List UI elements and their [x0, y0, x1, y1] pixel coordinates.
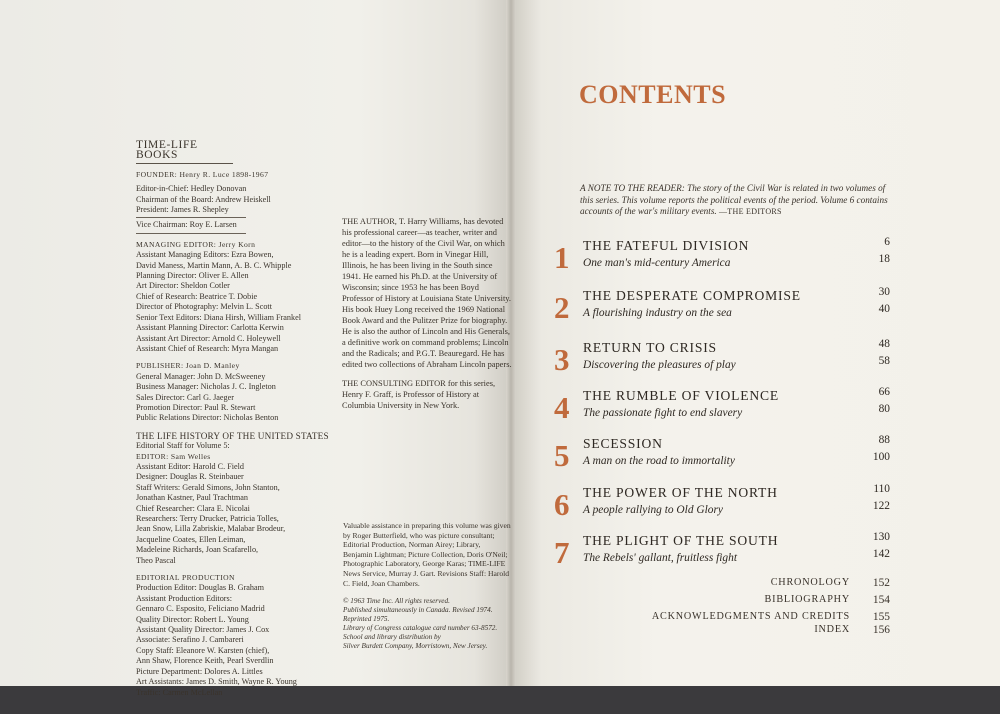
- staff-line: Art Director: Sheldon Cotler: [136, 281, 230, 291]
- chapter-entry: [554, 531, 890, 579]
- chapter-title: THE POWER OF THE NORTH: [583, 485, 778, 500]
- copyright-line: © 1963 Time Inc. All rights reserved.: [343, 597, 450, 605]
- chapter-title: THE RUMBLE OF VIOLENCE: [583, 388, 779, 403]
- chapter-number: 7: [554, 535, 570, 570]
- back-matter-label: ACKNOWLEDGMENTS AND CREDITS: [651, 611, 850, 622]
- author-notes: [342, 216, 512, 419]
- back-matter-label: INDEX: [814, 624, 850, 635]
- chapter-entry: [554, 483, 890, 531]
- founder-line: FOUNDER: Henry R. Luce 1898-1967: [136, 169, 269, 179]
- copyright-line: Published simultaneously in Canada. Revised 1974.: [343, 606, 493, 615]
- staff-line: MANAGING EDITOR: Jerry Korn: [136, 239, 256, 249]
- staff-line: Assistant Planning Director: Carlotta Kerwin: [136, 323, 284, 333]
- staff-line: Planning Director: Oliver E. Allen: [136, 271, 249, 281]
- chapter-entry: [554, 434, 890, 482]
- back-matter-page: 152: [872, 577, 890, 589]
- staff-line: Assistant Managing Editors: Ezra Bowen,: [136, 250, 274, 260]
- series-title: THE LIFE HISTORY OF THE UNITED STATES: [136, 430, 329, 441]
- chapter-page: 66: [878, 386, 890, 398]
- note-to-reader: [580, 183, 892, 218]
- chapter-entry: [554, 338, 890, 386]
- chapter-subtitle: A man on the road to immortality: [583, 455, 735, 467]
- divider: [136, 233, 246, 234]
- staff-line: Designer: Douglas R. Steinbauer: [136, 472, 244, 482]
- chapter-page: 110: [873, 483, 890, 495]
- back-matter-entry: [610, 594, 890, 610]
- chapter-subtitle: The passionate fight to end slavery: [583, 407, 743, 419]
- chapter-title: RETURN TO CRISIS: [583, 340, 717, 355]
- chapter-page: 88: [878, 434, 890, 446]
- staff-line: Chairman of the Board: Andrew Heiskell: [136, 194, 271, 204]
- back-matter-label: BIBLIOGRAPHY: [764, 594, 850, 605]
- staff-line: Business Manager: Nicholas J. C. Ingleton: [136, 382, 276, 392]
- staff-line: Associate: Serafino J. Cambareri: [136, 635, 244, 645]
- staff-line: Vice Chairman: Roy E. Larsen: [136, 220, 237, 230]
- staff-line: Jacqueline Coates, Ellen Leiman,: [136, 534, 246, 544]
- chapter-subtitle: A people rallying to Old Glory: [583, 504, 723, 516]
- copyright-line: School and library distribution by: [343, 633, 441, 642]
- chapter-number: 4: [554, 390, 570, 425]
- chapter-number: 6: [554, 487, 570, 522]
- staff-line: Assistant Quality Director: James J. Cox: [136, 625, 270, 635]
- consulting-editor-note: THE CONSULTING EDITOR for this series, Henry F. Graff, is Professor of History at Columbia University in New York.: [342, 379, 496, 410]
- copyright-block: [343, 597, 511, 652]
- chapter-subtitle: One man's mid-century America: [583, 257, 731, 269]
- chapter-number: 3: [554, 342, 570, 377]
- staff-line: Jonathan Kastner, Paul Trachtman: [136, 493, 249, 503]
- copyright-line: Library of Congress catalogue card number 63-8572.: [343, 624, 498, 633]
- chapter-title: THE PLIGHT OF THE SOUTH: [583, 533, 779, 548]
- staff-line: Production Editor: Douglas B. Graham: [136, 583, 265, 593]
- staff-line: Ann Shaw, Florence Keith, Pearl Sverdlin: [136, 656, 274, 666]
- staff-line: EDITOR: Sam Welles: [136, 451, 211, 461]
- staff-line: Picture Department: Dolores A. Littles: [136, 666, 263, 676]
- staff-line: Assistant Production Editors:: [136, 593, 232, 603]
- back-matter-page: 155: [872, 611, 890, 623]
- staff-line: Editorial Staff for Volume 5:: [136, 441, 230, 451]
- back-matter-page: 154: [872, 594, 890, 606]
- chapter-subtitle: A flourishing industry on the sea: [583, 307, 732, 319]
- staff-line: Senior Text Editors: Diana Hirsh, William Frankel: [136, 312, 302, 322]
- chapter-page: 6: [884, 236, 890, 248]
- contents-title: CONTENTS: [579, 80, 727, 109]
- staff-line: Madeleine Richards, Joan Scafarello,: [136, 545, 259, 555]
- staff-line: Editor-in-Chief: Hedley Donovan: [136, 184, 247, 194]
- chapter-entry: [554, 236, 890, 284]
- staff-line: Chief Researcher: Clara E. Nicolai: [136, 503, 250, 513]
- staff-line: Assistant Chief of Research: Myra Mangan: [136, 343, 279, 353]
- production-title: EDITORIAL PRODUCTION: [136, 573, 235, 583]
- chapter-title: SECESSION: [583, 436, 663, 451]
- staff-line: Promotion Director: Paul R. Stewart: [136, 402, 256, 412]
- author-bio: THE AUTHOR, T. Harry Williams, has devoted his professional career—as teacher, writer and editor—to the history of the Civil War, on which he is a leading expert. Born in Vinegar Hill, Illinois, he has been living in the South since 1941. He earned his Ph.D. at the University of Wisconsin; since 1953 he has been Boyd Professor of History at Louisiana State University. His book Huey Long received the 1969 National Book Award and the Pulitzer Prize for biography. He is also the author of Lincoln and His Generals, a definitive work on command problems; Lincoln and the Radicals; and P.G.T. Beauregard. He has edited two collections of Abraham Lincoln papers.: [342, 217, 512, 369]
- staff-line: PUBLISHER: Joan D. Manley: [136, 361, 240, 371]
- copyright-line: Reprinted 1975.: [343, 615, 390, 624]
- chapter-page: 48: [878, 338, 890, 350]
- chapter-subtitle: Discovering the pleasures of play: [583, 359, 736, 371]
- picture-essay-page: 122: [872, 500, 890, 512]
- staff-line: Quality Director: Robert L. Young: [136, 614, 249, 624]
- back-matter-page: 156: [872, 624, 890, 636]
- staff-line: General Manager: John D. McSweeney: [136, 371, 266, 381]
- picture-essay-page: 40: [878, 303, 890, 315]
- chapter-entry: [554, 286, 890, 334]
- picture-essay-page: 80: [878, 403, 890, 415]
- chapter-number: 2: [554, 290, 570, 325]
- back-matter-entry: [610, 624, 890, 640]
- chapter-entry: [554, 386, 890, 434]
- staff-line: Art Assistants: James D. Smith, Wayne R. Young: [136, 677, 297, 687]
- staff-line: Sales Director: Carl G. Jaeger: [136, 392, 234, 402]
- staff-line: Director of Photography: Melvin L. Scott: [136, 302, 272, 312]
- staff-line: Assistant Art Director: Arnold C. Holeywell: [136, 333, 281, 343]
- chapter-page: 130: [872, 531, 890, 543]
- picture-essay-page: 100: [872, 451, 890, 463]
- staff-line: Public Relations Director: Nicholas Benton: [136, 413, 279, 423]
- back-matter-label: CHRONOLOGY: [770, 577, 850, 588]
- staff-line: Assistant Editor: Harold C. Field: [136, 461, 245, 471]
- publisher-brand: TIME-LIFE BOOKS: [136, 140, 233, 164]
- chapter-number: 1: [554, 240, 570, 275]
- note-signature: —THE EDITORS: [719, 207, 782, 217]
- staff-line: Gennaro C. Esposito, Feliciano Madrid: [136, 604, 265, 614]
- note-text: A NOTE TO THE READER: The story of the Civil War is related in two volumes of this series. This volume reports the political events of the period. Volume 6 contains accounts of the war's military events.: [580, 183, 888, 217]
- copyright-line: Silver Burdett Company, Morristown, New Jersey.: [343, 642, 488, 651]
- chapter-title: THE DESPERATE COMPROMISE: [583, 288, 801, 303]
- masthead: [136, 140, 341, 698]
- staff-line: President: James R. Shepley: [136, 205, 229, 215]
- staff-line: David Maness, Martin Mann, A. B. C. Whipple: [136, 260, 292, 270]
- staff-line: Chief of Research: Beatrice T. Dobie: [136, 291, 258, 301]
- staff-line: Staff Writers: Gerald Simons, John Stanton,: [136, 482, 280, 492]
- chapter-subtitle: The Rebels' gallant, fruitless fight: [583, 552, 737, 564]
- staff-line: Researchers: Terry Drucker, Patricia Tolles,: [136, 514, 279, 523]
- picture-essay-page: 18: [878, 253, 890, 265]
- acknowledgment-note: Valuable assistance in preparing this volume was given by Roger Butterfield, who was picture consultant; Editorial Production, Norman Airey; Library, Benjamin Lightman; Picture Collection, Doris O'Neil; Photographic Laboratory, George Karas; TIME-LIFE News Service, Murray J. Gart. Revisions Staff: Harold C. Field, Joan Chambers.: [343, 521, 511, 588]
- divider: [136, 217, 246, 218]
- staff-line: Theo Pascal: [136, 555, 176, 565]
- chapter-page: 30: [878, 286, 890, 298]
- staff-line: Jean Snow, Lilla Zabriskie, Malabar Brodeur,: [136, 524, 286, 534]
- picture-essay-page: 142: [872, 548, 890, 560]
- back-matter-entry: [610, 577, 890, 593]
- picture-essay-page: 58: [878, 355, 890, 367]
- staff-line: Traffic: Carmen McLellan: [136, 687, 223, 697]
- chapter-title: THE FATEFUL DIVISION: [583, 238, 750, 253]
- staff-line: Copy Staff: Eleanore W. Karsten (chief),: [136, 645, 270, 655]
- chapter-number: 5: [554, 438, 570, 473]
